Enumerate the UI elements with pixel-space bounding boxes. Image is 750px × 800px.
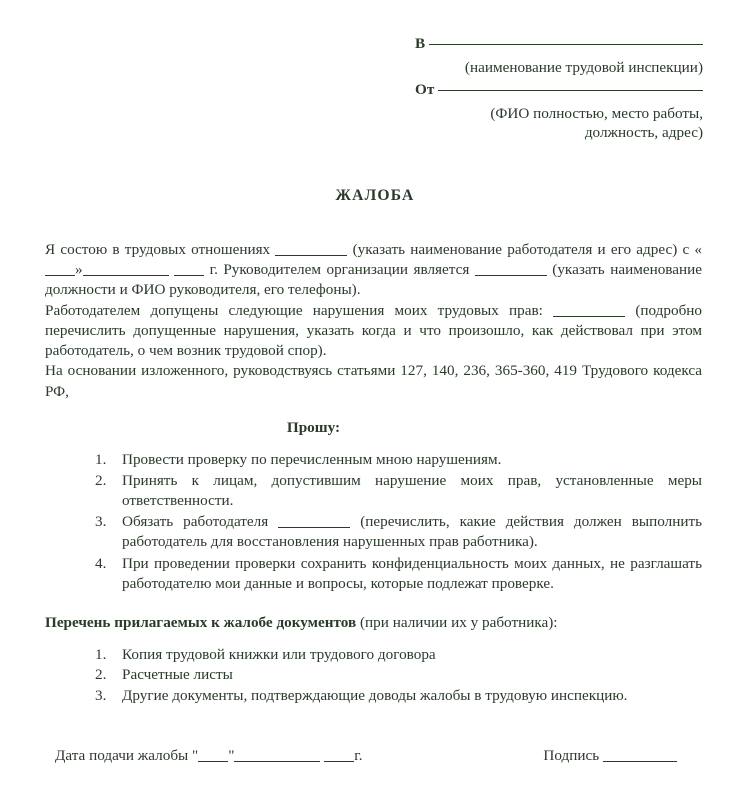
attachment-item-2: Расчетные листы [122,666,233,684]
attachments-list [45,645,702,706]
list-item [95,686,702,706]
attachment-item-1: Копия трудовой книжки или трудового договора [122,646,436,664]
filing-date-label-2: " [228,747,235,764]
request-item-4-text: При проведении проверки сохранить конфиденциальность моих данных, не разглашать работодателю мои данные и вопросы, которые подлежат проверке. [122,554,702,592]
blank-signature [603,761,677,762]
blank-footer-month [234,761,320,762]
attachment-item-3: Другие документы, подтверждающие доводы жалобы в трудовую инспекцию. [122,686,628,704]
addressee-from-caption-line2: должность, адрес) [584,124,703,142]
request-item-2-text: Принять к лицам, допустившим нарушение моих прав, установленные меры ответственности. [122,471,702,509]
para2-text-1: Работодателем допущены следующие нарушения моих трудовых прав: [45,301,543,319]
para2-text-2: (подробно перечислить допущенные нарушения, указать когда и что произошло, как действовал при этом работодатель, о чем возник трудовой спор). [45,301,703,360]
list-item [95,471,702,511]
para1-text-4: г. Руководителем организации является [209,261,470,279]
blank-year [174,275,204,276]
filing-date-label-3: г. [354,747,363,764]
request-item-3-text-2: (перечислить, какие действия должен выполнить работодатель для восстановления нарушенных прав работника). [122,513,703,551]
paragraph-violations [45,301,702,362]
addressee-header [415,34,703,143]
addressee-to-line [415,34,703,54]
addressee-from-caption-line1: (ФИО полностью, место работы, [490,104,703,122]
paragraph-employment-relations [45,240,702,301]
addressee-to-caption: (наименование трудовой инспекции) [464,58,703,76]
request-list [45,450,702,595]
request-item-3-text-1: Обязать работодателя [122,513,269,531]
addressee-to-label: В [415,35,426,52]
addressee-from-rule [438,90,703,91]
document-title: ЖАЛОБА [335,187,415,204]
filing-date-line [55,746,363,766]
blank-director-name [475,275,547,276]
list-item [95,512,702,552]
blank-footer-year [324,761,354,762]
addressee-from-line [415,80,703,100]
para1-text-5: (указать наименование должности и ФИО руководителя, его телефоны). [45,261,702,299]
document-body [45,240,702,706]
blank-violations [553,316,625,317]
para1-text-1: Я состою в трудовых отношениях [45,241,271,258]
blank-day [45,275,75,276]
list-item [95,450,702,470]
blank-required-actions [278,527,350,528]
request-item-1-text: Провести проверку по перечисленным мною нарушениям. [122,450,502,468]
blank-month [83,275,169,276]
blank-footer-day [198,761,228,762]
addressee-to-rule [429,44,703,45]
signature-label: Подпись [543,747,600,764]
addressee-from-label: От [415,81,435,99]
signature-line [543,746,705,766]
paragraph-legal-basis: На основании изложенного, руководствуясь статьями 127, 140, 236, 365-360, 419 Трудового кодекса РФ, [45,362,702,400]
attachments-heading-rest: (при наличии их у работника): [356,614,558,632]
para1-text-3: » [75,261,83,279]
request-heading: Прошу: [286,418,341,436]
blank-employer-name [275,255,347,256]
list-item [95,645,702,665]
para1-text-2: (указать наименование работодателя и его адрес) с « [352,241,703,258]
attachments-heading [45,613,702,633]
filing-date-label-1: Дата подачи жалобы " [55,747,199,764]
list-item [95,554,702,594]
list-item [95,665,702,685]
document-footer [55,746,705,766]
attachments-heading-strong: Перечень прилагаемых к жалобе документов [45,614,357,632]
